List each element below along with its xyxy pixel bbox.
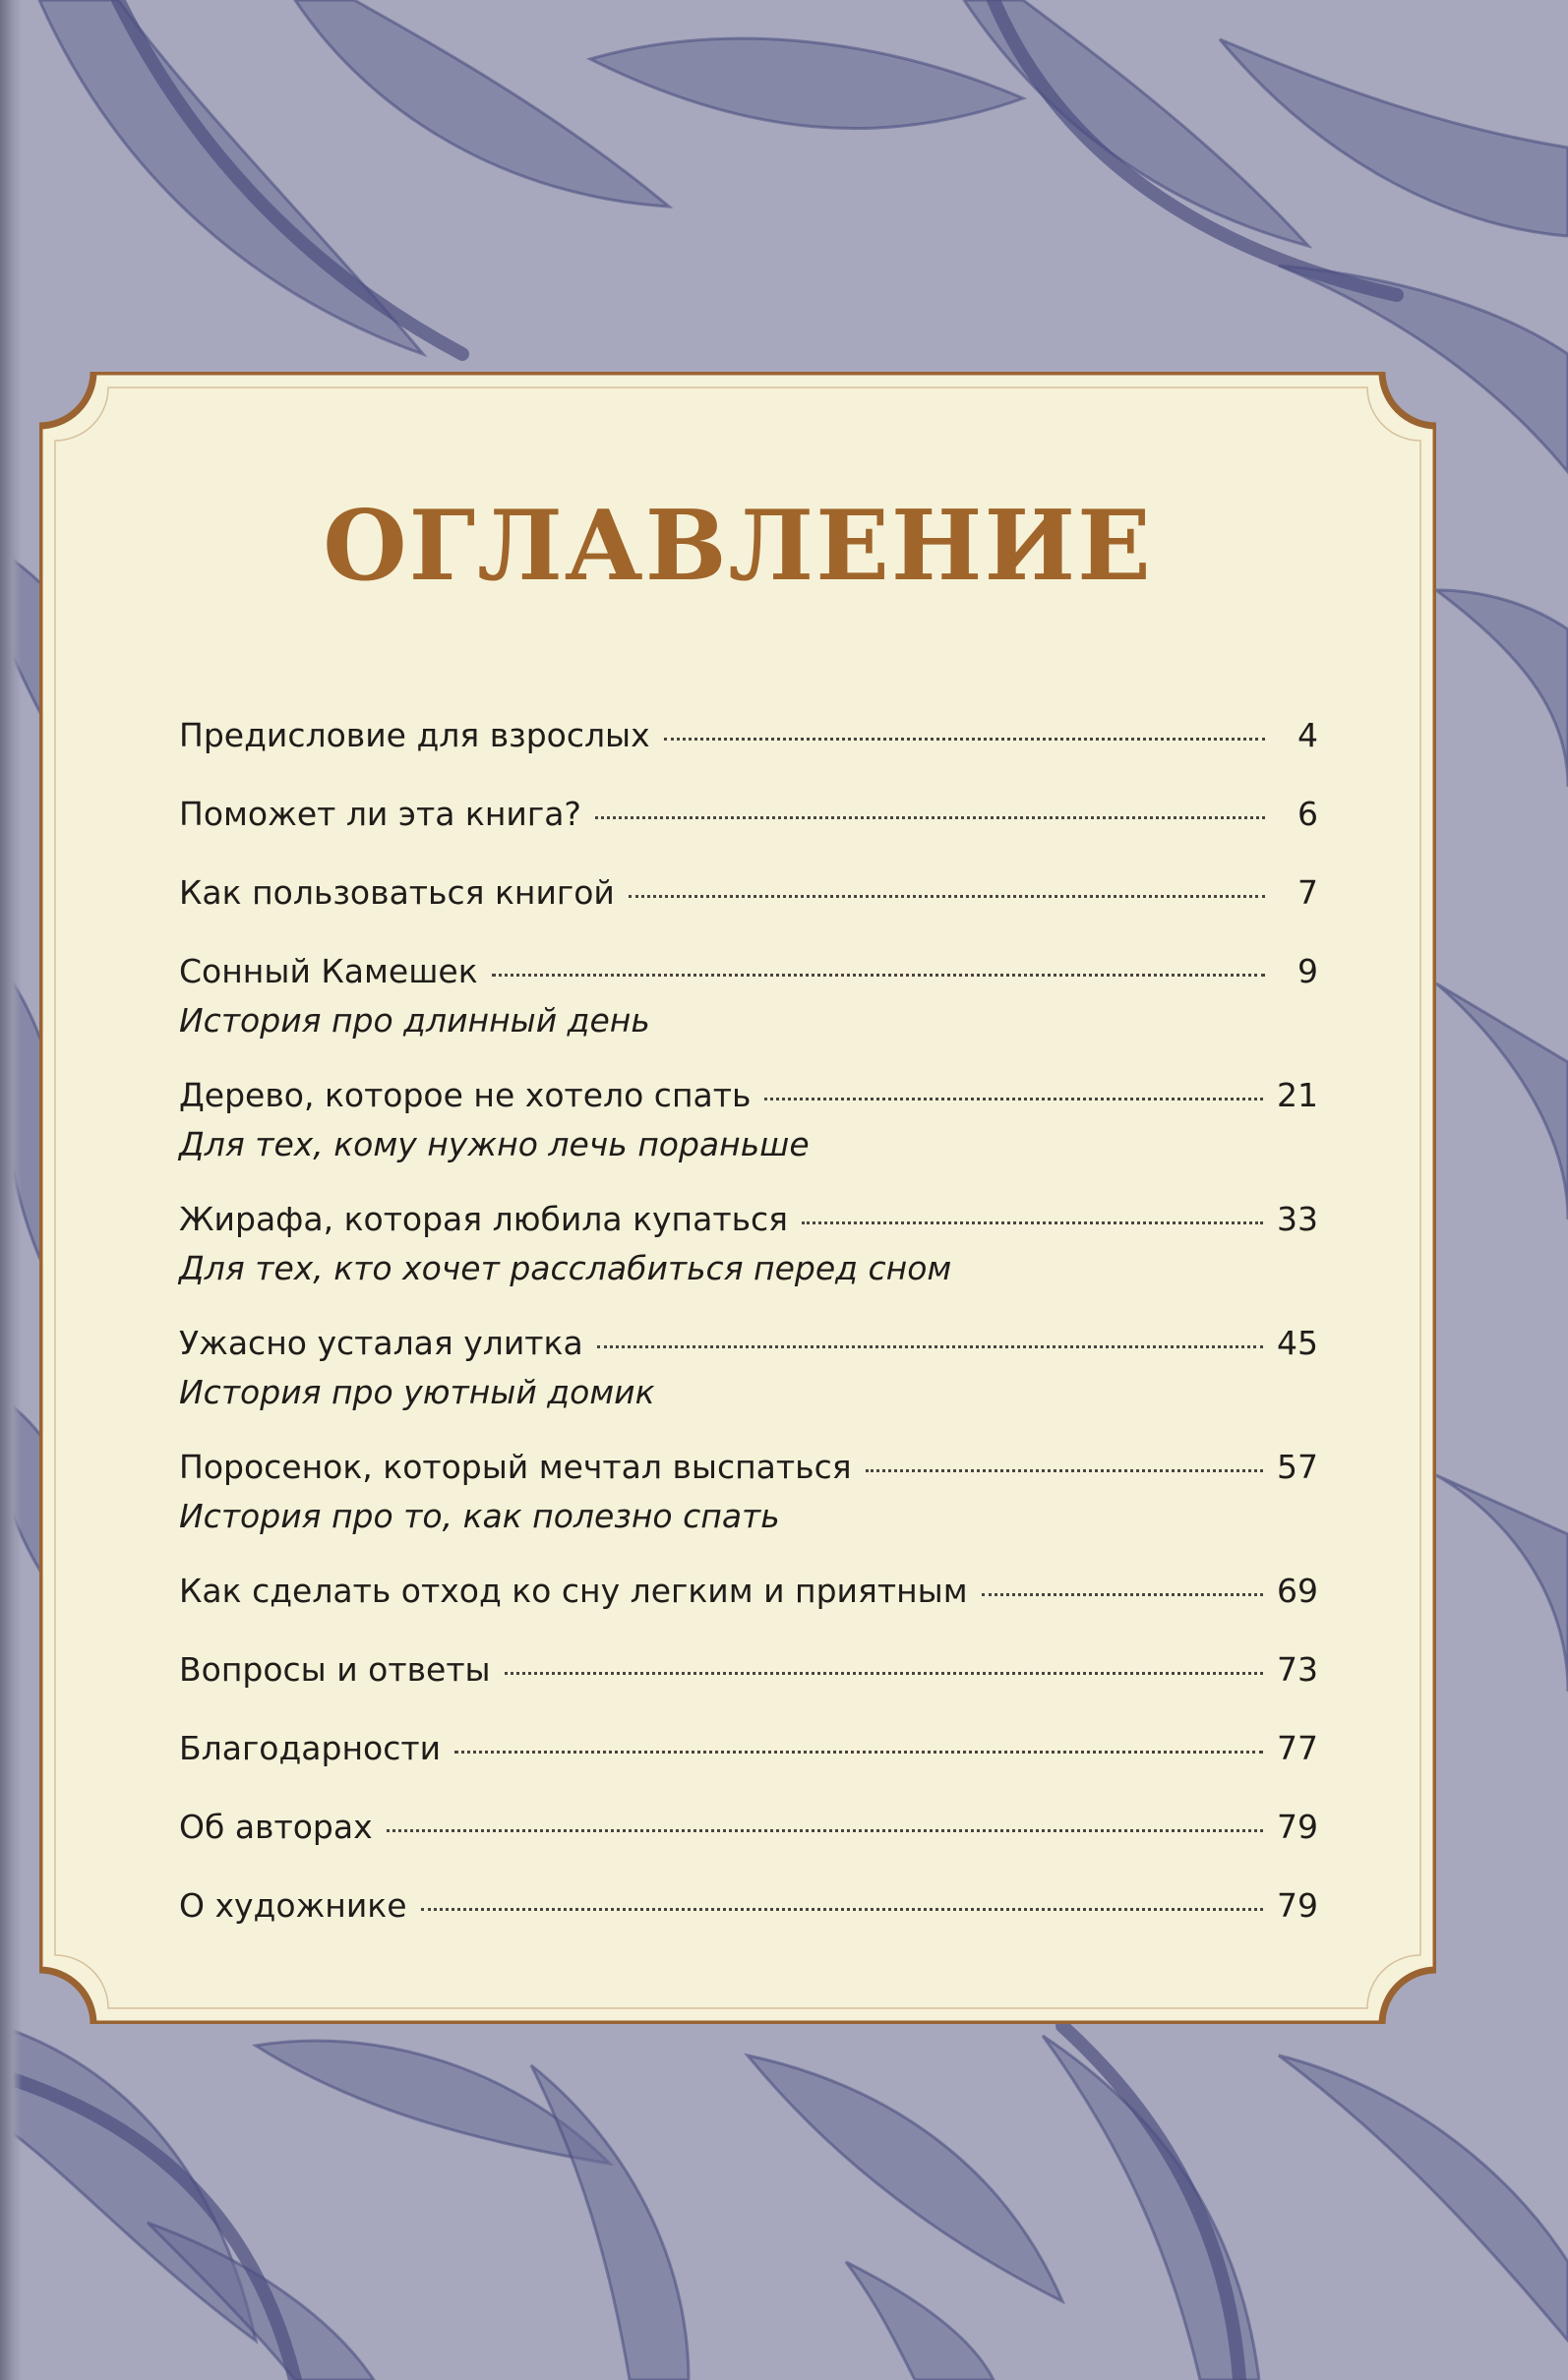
dot-leader — [597, 1345, 1263, 1348]
toc-entry-subtitle: История про то, как полезно спать — [179, 1497, 780, 1535]
toc-entry-title: Предисловие для взрослых — [179, 716, 650, 754]
dot-leader — [664, 738, 1265, 741]
toc-entry-title: Вопросы и ответы — [179, 1650, 491, 1689]
toc-entry-page: 33 — [1277, 1200, 1318, 1238]
toc-entry-page: 69 — [1277, 1572, 1318, 1610]
toc-entry[interactable] — [179, 1446, 1318, 1538]
toc-entry-title: Сонный Камешек — [179, 952, 478, 990]
dot-leader — [421, 1908, 1263, 1911]
toc-entry-page: 7 — [1297, 873, 1318, 912]
toc-entry[interactable] — [179, 950, 1318, 1042]
toc-entry-page: 21 — [1277, 1076, 1318, 1114]
toc-entry[interactable] — [179, 793, 1318, 836]
dot-leader — [454, 1751, 1263, 1754]
dot-leader — [764, 1098, 1263, 1101]
toc-entry[interactable] — [179, 714, 1318, 757]
toc-entry-title: Как пользоваться книгой — [179, 873, 615, 912]
toc-entry[interactable] — [179, 1322, 1318, 1414]
toc-entry-page: 73 — [1277, 1650, 1318, 1689]
toc-entry-title: Как сделать отход ко сну легким и приятным — [179, 1572, 968, 1610]
toc-entry[interactable] — [179, 1727, 1318, 1770]
toc-entry-page: 77 — [1277, 1729, 1318, 1767]
toc-entry-page: 79 — [1277, 1886, 1318, 1925]
toc-entry[interactable] — [179, 871, 1318, 915]
dot-leader — [505, 1672, 1263, 1675]
toc-entry[interactable] — [179, 1074, 1318, 1166]
toc-entry-title: О художнике — [179, 1886, 407, 1925]
dot-leader — [982, 1593, 1263, 1596]
toc-entry-title: Об авторах — [179, 1808, 373, 1846]
toc-entry-title: Ужасно усталая улитка — [179, 1324, 583, 1362]
toc-entry-title: Жирафа, которая любила купаться — [179, 1200, 789, 1238]
toc-entry-page: 9 — [1297, 952, 1318, 990]
toc-entry-title: Благодарности — [179, 1729, 442, 1767]
dot-leader — [629, 895, 1265, 898]
toc-entry[interactable] — [179, 1198, 1318, 1290]
page-gutter-shadow — [0, 0, 22, 2380]
toc-entry-page: 57 — [1277, 1448, 1318, 1486]
toc-entry-page: 4 — [1297, 716, 1318, 754]
dot-leader — [595, 816, 1265, 819]
toc-entry-subtitle: История про уютный домик — [179, 1373, 655, 1411]
toc-entry-page: 6 — [1297, 795, 1318, 833]
contents-card — [39, 372, 1436, 2024]
toc-entry-page: 79 — [1277, 1808, 1318, 1846]
toc-entry-subtitle: Для тех, кто хочет расслабиться перед сном — [179, 1249, 952, 1287]
dot-leader — [802, 1221, 1263, 1224]
toc-entry-page: 45 — [1277, 1324, 1318, 1362]
toc-entry[interactable] — [179, 1806, 1318, 1849]
toc-entry-title: Дерево, которое не хотело спать — [179, 1076, 752, 1114]
dot-leader — [866, 1469, 1263, 1472]
toc-entry-title: Поросенок, который мечтал выспаться — [179, 1448, 852, 1486]
dot-leader — [387, 1829, 1263, 1832]
toc-entry-subtitle: Для тех, кому нужно лечь пораньше — [179, 1125, 810, 1163]
dot-leader — [492, 974, 1265, 977]
toc-entry-subtitle: История про длинный день — [179, 1001, 650, 1040]
toc-entry[interactable] — [179, 1884, 1318, 1928]
toc-entry[interactable] — [179, 1570, 1318, 1613]
page-title: ОГЛАВЛЕНИЕ — [323, 490, 1153, 603]
toc-entry-title: Поможет ли эта книга? — [179, 795, 581, 833]
toc-entry[interactable] — [179, 1648, 1318, 1692]
